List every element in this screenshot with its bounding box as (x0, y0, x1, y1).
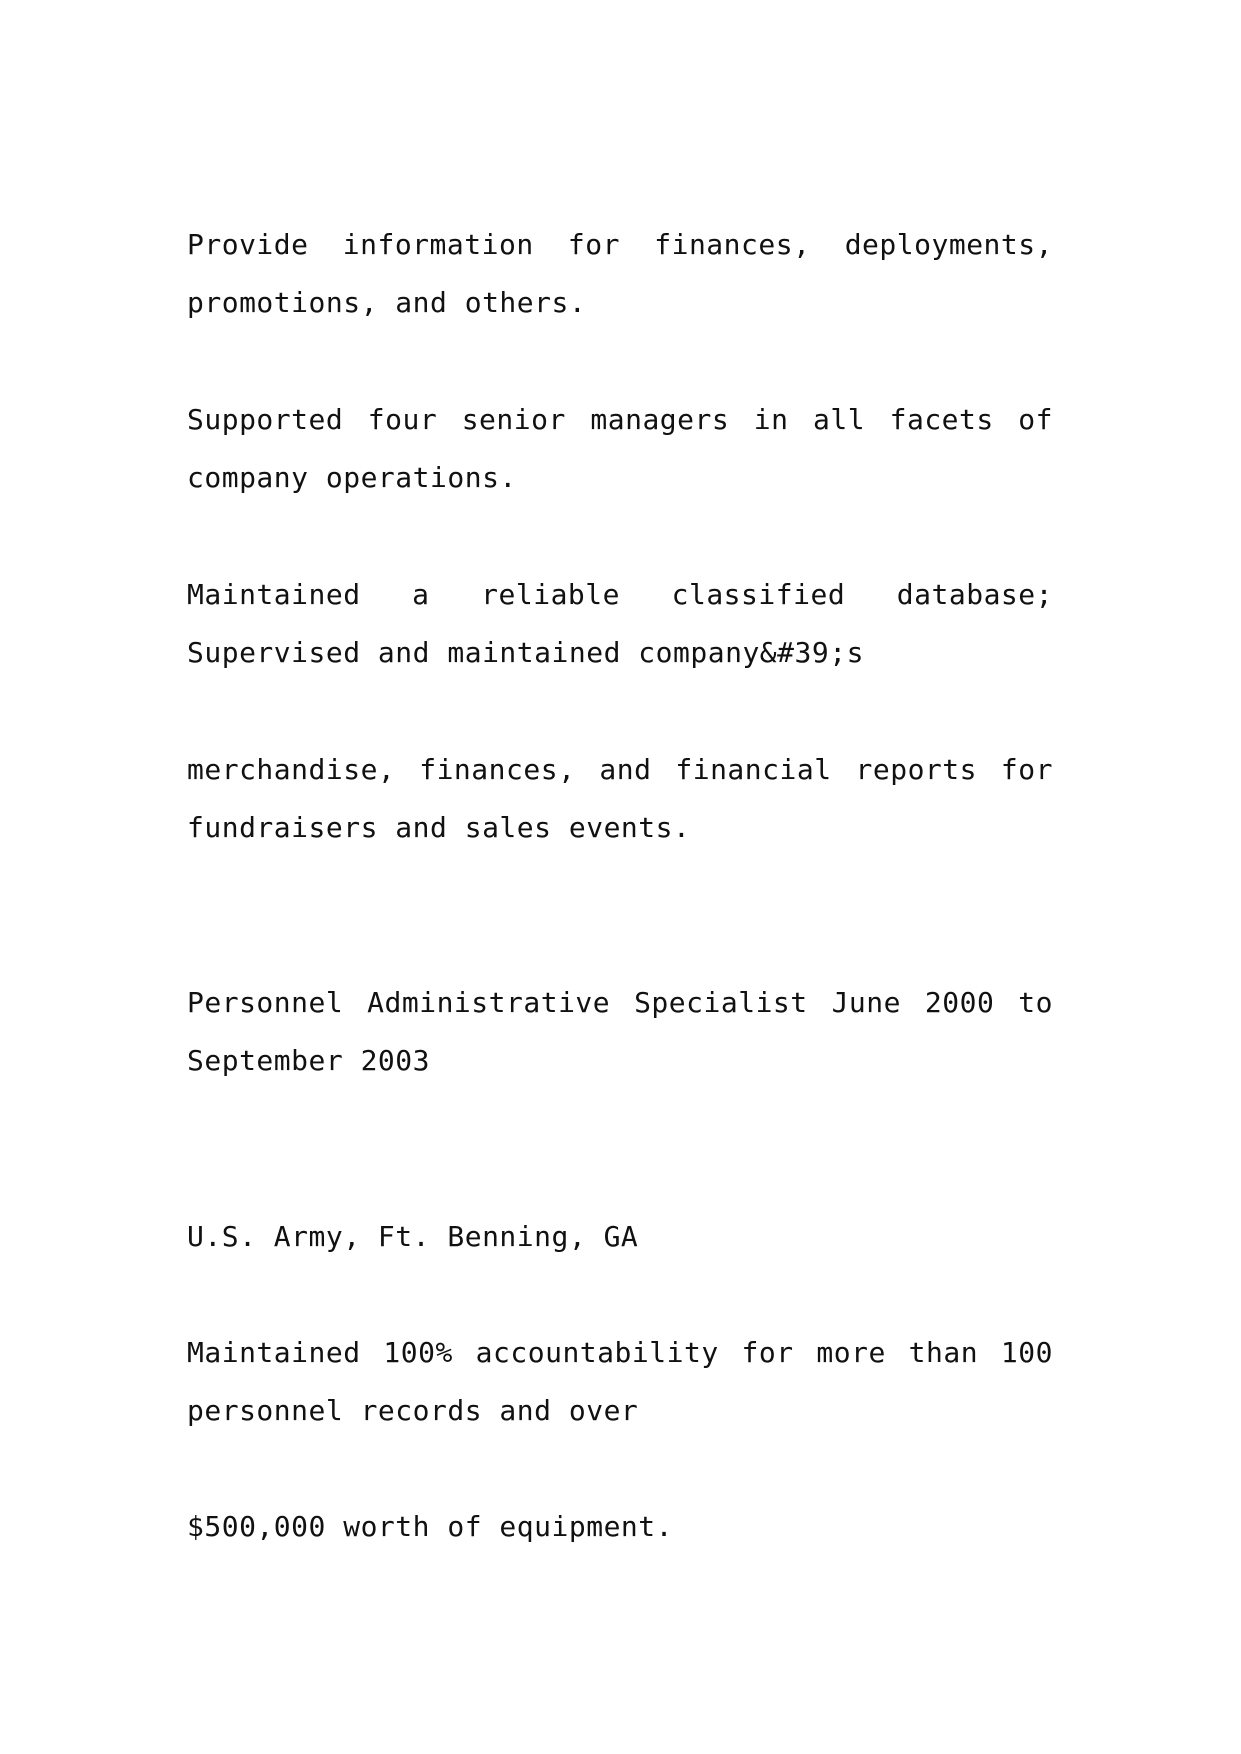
paragraph-supported-managers: Supported four senior managers in all facets of company operations. (187, 403, 1053, 494)
paragraph-equipment-value: $500,000 worth of equipment. (187, 1510, 674, 1543)
job-title-line: Personnel Administrative Specialist June 2000 to September 2003 (187, 986, 1053, 1077)
paragraph-finances-info: Provide information for finances, deployments, promotions, and others. (187, 228, 1053, 319)
employer-location: U.S. Army, Ft. Benning, GA (187, 1220, 639, 1253)
paragraph-accountability: Maintained 100% accountability for more than 100 personnel records and over (187, 1336, 1053, 1427)
paragraph-merchandise-finances: merchandise, finances, and financial reports for fundraisers and sales events. (187, 753, 1053, 844)
paragraph-classified-database: Maintained a reliable classified database; Supervised and maintained company&#39;s (187, 578, 1053, 669)
